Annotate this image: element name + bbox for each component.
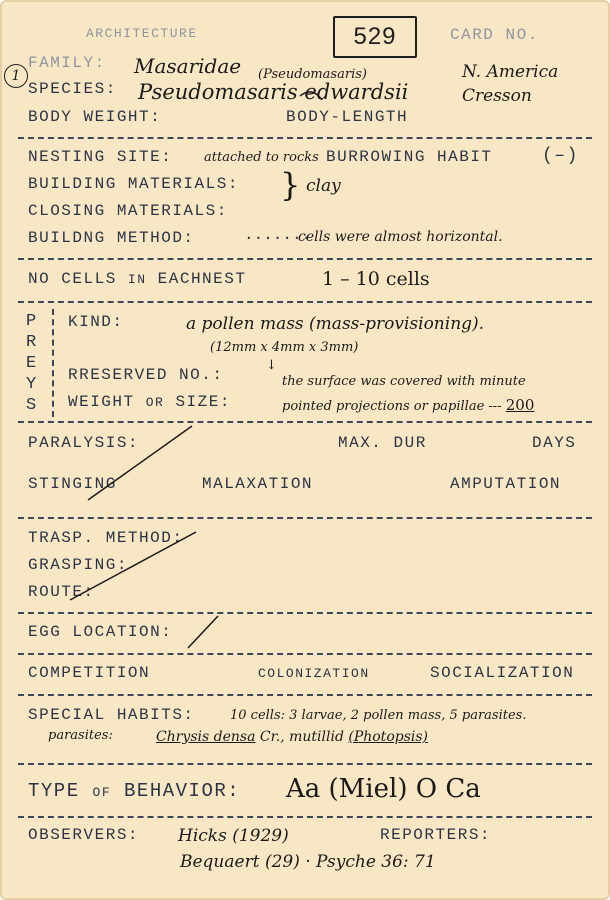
species-value: Pseudomasaris edwardsii <box>138 80 409 104</box>
burrowing-habit-label: BURROWING HABIT <box>326 148 493 166</box>
reporters-label: REPORTERS: <box>380 826 492 844</box>
prey-letter: E <box>26 354 37 373</box>
body-length-label: BODY-LENGTH <box>286 108 409 126</box>
family-label: FAMILY: <box>28 54 106 72</box>
region: N. America <box>462 62 559 82</box>
parasites-label: parasites: <box>48 728 113 743</box>
architecture-label: ARCHITECTURE <box>86 26 198 41</box>
genus-note: (Pseudomasaris) <box>258 67 367 82</box>
grasping-label: GRASPING: <box>28 556 128 574</box>
observers-label: OBSERVERS: <box>28 826 140 844</box>
author: Cresson <box>462 86 532 106</box>
surface-note-line-1: the surface was covered with minute <box>282 374 526 389</box>
transport-method-label: TRASP. METHOD: <box>28 529 184 547</box>
closing-materials-label: CLOSING MATERIALS: <box>28 202 228 220</box>
egg-strike <box>188 616 218 648</box>
egg-location-label: EGG LOCATION: <box>28 623 173 641</box>
malaxation-label: MALAXATION <box>202 475 314 493</box>
special-habits-label: SPECIAL HABITS: <box>28 706 195 724</box>
surface-note-line-2: pointed projections or papillae --- 200 <box>282 396 535 414</box>
reserved-label: RRESERVED NO.: <box>68 366 224 384</box>
nesting-site-label: NESTING SITE: <box>28 148 173 166</box>
building-method-label: BUILDNG METHOD: <box>28 229 195 247</box>
dotted-leader: ······· <box>244 229 312 247</box>
arrow-glyph: ↓ <box>266 358 277 373</box>
behavior-label: TYPE OF BEHAVIOR: <box>28 780 241 802</box>
species-label: SPECIES: <box>28 80 117 98</box>
kind-size: (12mm x 4mm x 3mm) <box>210 340 359 355</box>
prey-letter: Y <box>26 375 37 394</box>
caret-mark <box>300 92 322 100</box>
paralysis-label: PARALYSIS: <box>28 434 140 452</box>
prey-letter: P <box>26 312 37 331</box>
building-materials-value: clay <box>306 176 341 196</box>
weight-size-label: WEIGHT OR SIZE: <box>68 393 231 411</box>
observer-1: Hicks (1929) <box>178 826 289 846</box>
body-weight-label: BODY WEIGHT: <box>28 108 162 126</box>
circled-number: 1 <box>4 64 28 88</box>
nesting-site-value: attached to rocks <box>204 150 319 165</box>
stinging-label: STINGING <box>28 475 117 493</box>
prey-letter: R <box>26 333 37 352</box>
kind-label: KIND: <box>68 313 124 331</box>
parasites-value: Chrysis densa Cr., mutillid (Photopsis) <box>156 729 429 745</box>
card-number: 529 <box>353 23 397 50</box>
competition-label: COMPETITION <box>28 664 151 682</box>
behavior-value: Aa (Miel) O Ca <box>286 774 481 804</box>
max-dur-label: MAX. DUR <box>338 434 427 452</box>
surface-count: 200 <box>505 396 535 414</box>
family-value: Masaridae <box>134 54 242 78</box>
prey-letter: S <box>26 396 37 415</box>
building-method-value: cells were almost horizontal. <box>298 229 503 245</box>
kind-value: a pollen mass (mass-provisioning). <box>186 314 485 334</box>
burrowing-habit-value: (–) <box>542 146 579 166</box>
route-label: ROUTE: <box>28 583 95 601</box>
building-materials-label: BUILDING MATERIALS: <box>28 175 239 193</box>
colonization-label: COLONIZATION <box>258 666 370 681</box>
special-habits-value: 10 cells: 3 larvae, 2 pollen mass, 5 parasites. <box>230 708 527 723</box>
paralysis-strike <box>88 426 192 500</box>
transport-strike <box>70 532 196 600</box>
card-no-label: CARD NO. <box>450 26 539 44</box>
cells-label: NO CELLS IN EACHNEST <box>28 270 247 288</box>
brace-glyph: } <box>280 166 301 204</box>
days-label: DAYS <box>532 434 577 452</box>
cells-value: 1 – 10 cells <box>322 268 430 290</box>
observer-2: Bequaert (29) · Psyche 36: 71 <box>180 852 436 872</box>
socialization-label: SOCIALIZATION <box>430 664 575 682</box>
amputation-label: AMPUTATION <box>450 475 562 493</box>
